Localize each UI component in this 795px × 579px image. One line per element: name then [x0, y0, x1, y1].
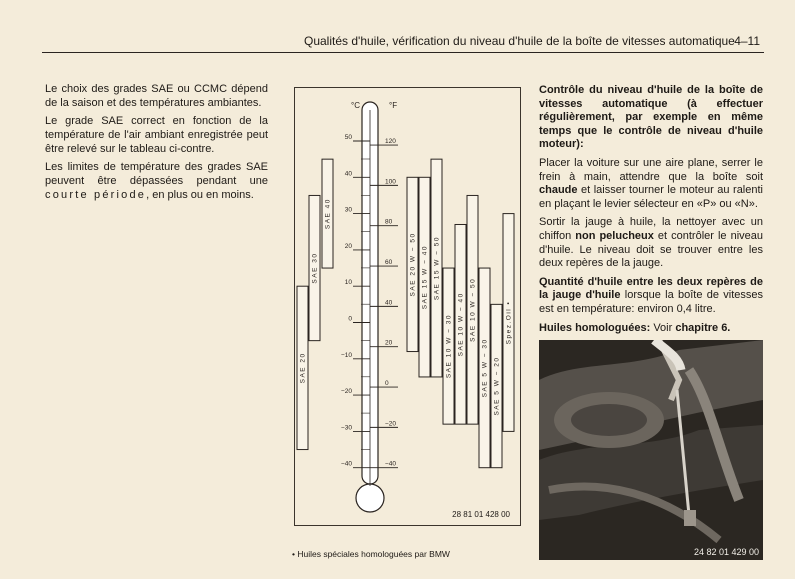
rp2-bold: non pelucheux	[575, 229, 654, 242]
right-paragraph-2	[539, 216, 763, 270]
celsius-tick-label: 50	[344, 134, 352, 141]
fahrenheit-tick-label: −20	[385, 420, 397, 428]
celsius-tick-label: 30	[344, 206, 352, 214]
rp2-end: et contrôler le niveau d'huile. Le niveau doit se trouver entre les deux repères de la jauge.	[539, 229, 763, 270]
rp4-end: Voir	[653, 321, 673, 334]
header-title: Qualités d'huile, vérification du niveau d'huile de la boîte de vitesses automatique	[304, 34, 735, 48]
left-p3-start: Les limites de température des grades SAE peuvent être dépassées pendant une	[45, 161, 268, 187]
celsius-tick-label: −20	[340, 388, 352, 396]
fahrenheit-tick-label: 40	[385, 299, 393, 307]
rp3-end: lorsque la boîte de vitesses est en température: environ 0,4 litre.	[539, 289, 763, 315]
footnote: • Huiles spéciales homologuées par BMW	[292, 549, 450, 559]
left-paragraph-1: Le choix des grades SAE ou CCMC dépend de la saison et des températures ambiantes.	[45, 83, 268, 109]
celsius-tick-label: 40	[344, 170, 352, 178]
grade-label: SAE 10 W − 30	[445, 314, 453, 379]
celsius-unit-label: °C	[351, 101, 360, 110]
fahrenheit-tick-label: 20	[385, 339, 393, 347]
rp3-bold: Quantité d'huile entre les deux repères de la jauge d'huile	[539, 275, 763, 302]
celsius-tick-label: −30	[340, 424, 352, 432]
fahrenheit-tick-label: 0	[385, 380, 389, 388]
grade-label: SAE 15 W − 50	[433, 235, 441, 301]
fahrenheit-tick-label: 60	[385, 259, 393, 267]
right-column	[539, 84, 763, 340]
rp2-start: Sortir la jauge à huile, la nettoyer avec un chiffon	[539, 216, 763, 242]
left-column	[45, 82, 268, 206]
chapter-link[interactable]: chapitre 6.	[675, 321, 731, 334]
grade-label: Spez.Oil •	[505, 300, 513, 345]
fahrenheit-tick-label: 100	[385, 178, 396, 186]
oil-grade-chart	[294, 87, 521, 526]
thermometer-bulb	[356, 484, 384, 512]
grade-label: SAE 20	[299, 352, 307, 384]
grade-label: SAE 40	[324, 198, 332, 230]
grade-label: SAE 15 W − 40	[421, 245, 429, 310]
celsius-tick-label: 20	[344, 242, 352, 250]
grade-label: SAE 5 W − 20	[493, 356, 501, 416]
fahrenheit-tick-label: −40	[385, 460, 397, 468]
grade-label: SAE 10 W − 40	[457, 292, 465, 357]
right-paragraph-3	[539, 276, 763, 317]
grade-label: SAE 20 W − 50	[409, 232, 417, 297]
left-paragraph-2: Le grade SAE correct en fonction de la température de l'air ambiant enregistrée peut être relevé sur le tableau ci-contre.	[45, 115, 268, 155]
short-period-text: courte période	[45, 189, 147, 201]
header-rule	[42, 52, 764, 53]
photo-code: 24 82 01 429 00	[693, 547, 759, 557]
grade-label: SAE 10 W − 50	[469, 277, 477, 342]
left-paragraph-3	[45, 160, 268, 202]
oil-grade-chart-svg	[295, 88, 520, 525]
rp1-start: Placer la voiture sur une aire plane, serrer le frein à main, attendre que la boîte soit	[539, 156, 763, 183]
rp1-bold: chaude	[539, 184, 578, 197]
fahrenheit-tick-label: 120	[385, 138, 396, 146]
rp1-end: et laisser tourner le moteur au ralenti en plaçant le levier sélecteur en «P» ou «N».	[539, 184, 763, 210]
rp4-bold: Huiles homologuées:	[539, 321, 651, 334]
right-paragraph-1	[539, 157, 763, 211]
fahrenheit-unit-label: °F	[389, 101, 398, 110]
engine-bay-illustration	[539, 340, 763, 560]
page-header	[304, 34, 760, 48]
section-heading: Contrôle du niveau d'huile de la boîte de vitesses automatique (à effectuer régulièrement, par exemple en même temps que le contrôle de niveau d'huile moteur):	[539, 84, 763, 151]
grade-label: SAE 5 W − 30	[481, 338, 489, 398]
celsius-tick-label: 0	[348, 315, 352, 323]
celsius-tick-label: −40	[340, 460, 352, 468]
grade-label: SAE 30	[311, 252, 319, 284]
left-p3-end: , en plus ou en moins.	[146, 189, 254, 201]
celsius-tick-label: −10	[340, 351, 352, 359]
page-number: 4–11	[734, 34, 760, 48]
right-paragraph-4	[539, 322, 763, 336]
fahrenheit-tick-label: 80	[385, 218, 393, 226]
dipstick-photo	[539, 340, 763, 560]
celsius-tick-label: 10	[344, 279, 352, 287]
figure-code: 28 81 01 428 00	[452, 510, 510, 519]
